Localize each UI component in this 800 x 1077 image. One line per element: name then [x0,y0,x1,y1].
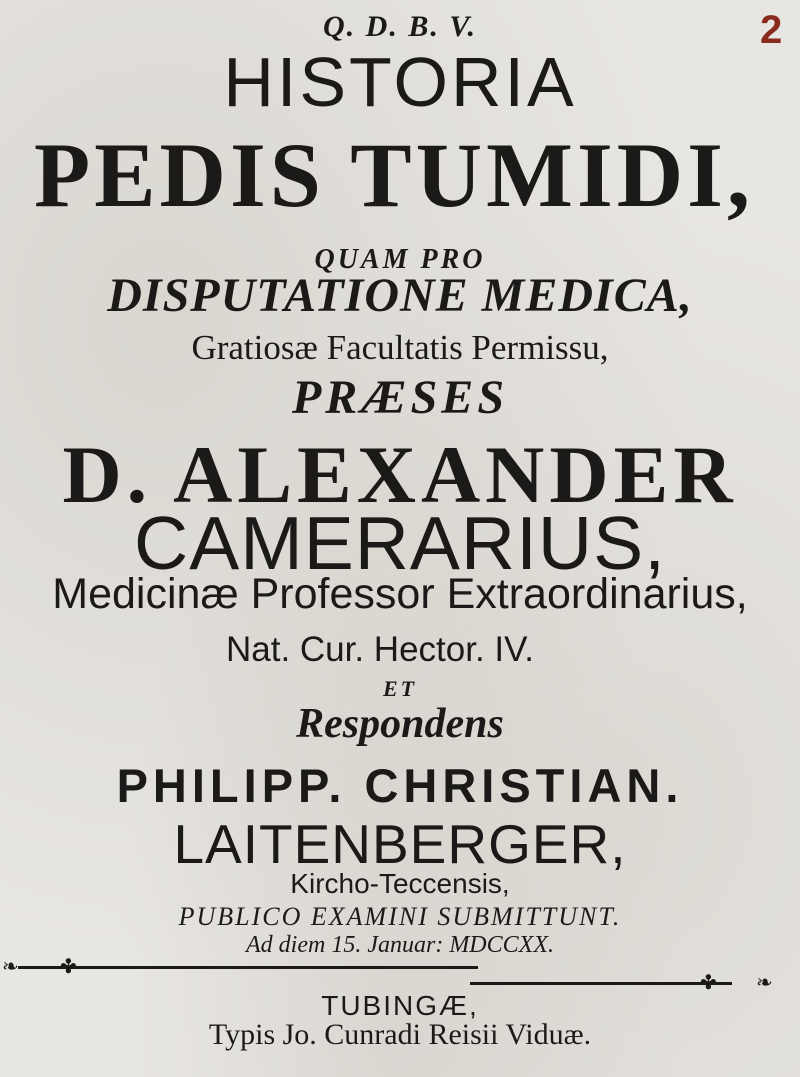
fleuron-icon: ❧ [756,970,773,994]
fleuron-icon: ✤ [700,970,717,994]
imprint-printer: Typis Jo. Cunradi Reisii Viduæ. [208,1018,592,1051]
respondent-origin: Kircho-Teccensis, [290,868,510,899]
praeses-title: Medicinæ Professor Extraordinarius, [52,570,748,618]
ornamental-rule-top [18,966,478,969]
signature-line: Q. D. B. V. [323,10,477,43]
title-historia: HISTORIA [223,43,577,121]
fleuron-icon: ✤ [60,954,77,978]
title-pedis-tumidi: PEDIS TUMIDI, [34,124,754,226]
facultatis-permissu: Gratiosæ Facultatis Permissu, [191,328,609,367]
praeses-name-first: D. ALEXANDER [62,429,738,520]
publico-examini: PUBLICO EXAMINI SUBMITTUNT. [178,902,622,931]
respondent-name-first: PHILIPP. CHRISTIAN. [116,759,684,812]
disputatione-medica: DISPUTATIONE MEDICA, [107,269,693,322]
page-number: 2 [760,8,783,52]
disputation-date: Ad diem 15. Januar: MDCCXX. [246,932,554,958]
respondens-heading: Respondens [296,701,504,747]
et-conjunction: ET [382,676,418,701]
fleuron-icon: ❧ [2,954,19,978]
ornamental-rule-bottom [470,982,732,985]
praeses-heading: PRÆSES [291,371,509,424]
quam-pro: QUAM PRO [314,244,486,275]
respondent-name-last: LAITENBERGER, [173,813,627,875]
praeses-title-nat-cur: Nat. Cur. Hector. IV. [225,630,534,669]
imprint-place: TUBINGÆ, [321,990,479,1021]
praeses-name-last: CAMERARIUS, [134,501,666,585]
